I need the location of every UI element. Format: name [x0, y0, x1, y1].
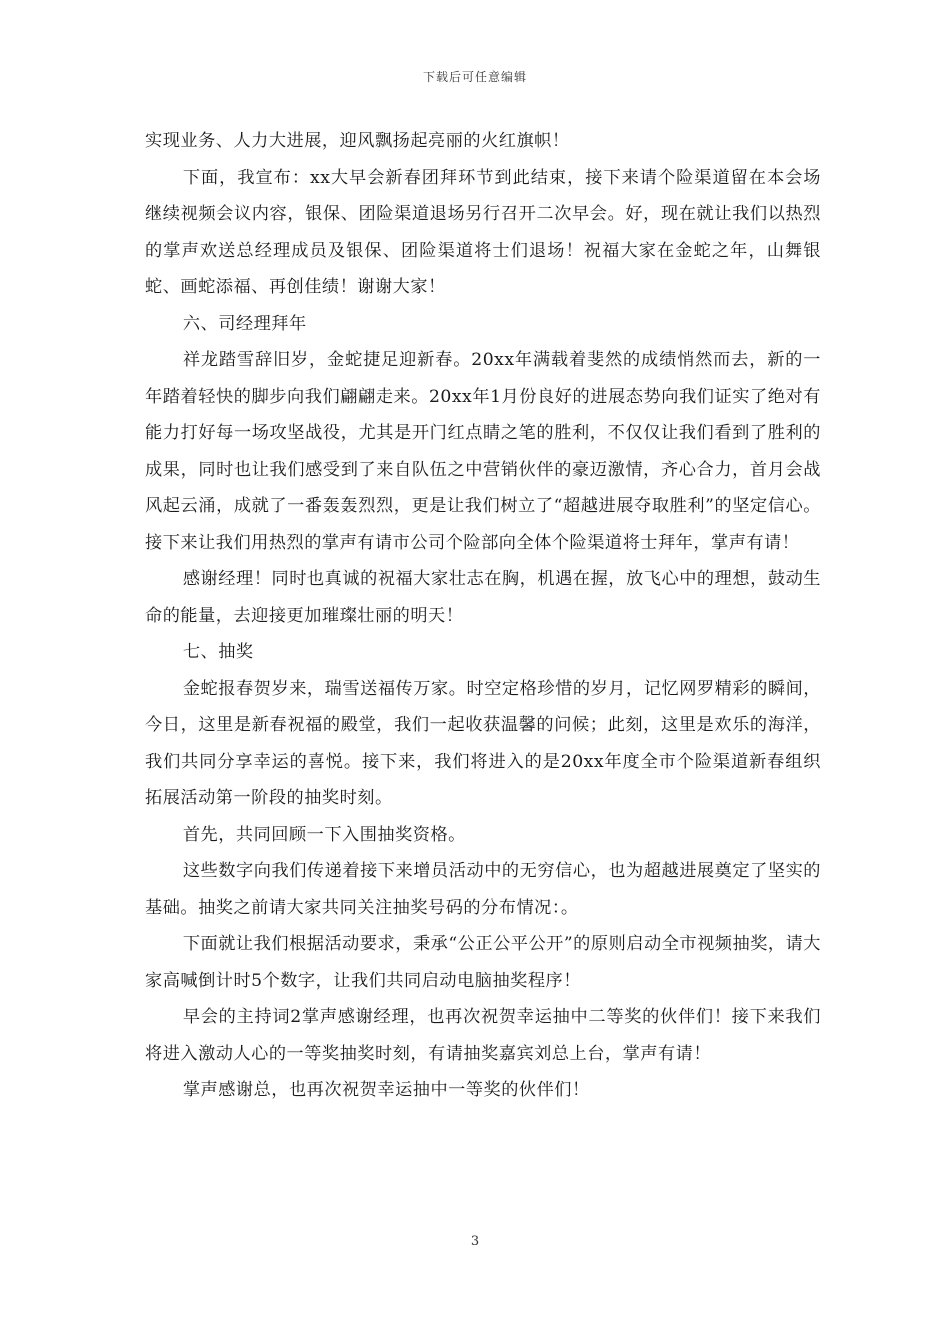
paragraph: 早会的主持词2掌声感谢经理，也再次祝贺幸运抽中二等奖的伙伴们！接下来我们将进入激动人心的一等奖抽奖时刻，有请抽奖嘉宾刘总上台，掌声有请！ — [145, 1007, 821, 1064]
section-heading: 七、抽奖 — [182, 642, 254, 662]
paragraph: 祥龙踏雪辞旧岁，金蛇捷足迎新春。20xx年满载着斐然的成绩悄然而去，新的一年踏着轻快的脚步向我们翩翩走来。20xx年1月份良好的进展态势向我们证实了绝对有能力打好每一场攻坚战役，尤其是开门红点睛之笔的胜利，不仅仅让我们看到了胜利的成果，同时也让我们感受到了来自队伍之中营销伙伴的豪迈激情，齐心合力，首月会战风起云涌，成就了一番轰轰烈烈，更是让我们树立了“超越进展夺取胜利”的坚定信心。接下来让我们用热烈的掌声有请市公司个险部向全体个险渠道将士拜年，掌声有请！ — [145, 350, 821, 553]
paragraph: 感谢经理！同时也真诚的祝福大家壮志在胸，机遇在握，放飞心中的理想，鼓动生命的能量，去迎接更加璀璨壮丽的明天！ — [145, 569, 821, 626]
section-heading: 六、司经理拜年 — [182, 313, 307, 334]
page-number: 3 — [470, 1234, 480, 1249]
document-body — [145, 123, 821, 1109]
paragraph: 首先，共同回顾一下入围抽奖资格。 — [182, 824, 466, 845]
paragraph: 下面，我宣布：xx大早会新春团拜环节到此结束，接下来请个险渠道留在本会场继续视频会议内容，银保、团险渠道退场另行召开二次早会。好，现在就让我们以热烈的掌声欢送总经理成员及银保、团险渠道将士们退场！祝福大家在金蛇之年，山舞银蛇、画蛇添福、再创佳绩！谢谢大家！ — [145, 167, 821, 297]
paragraph: 这些数字向我们传递着接下来增员活动中的无穷信心，也为超越进展奠定了坚实的基础。抽奖之前请大家共同关注抽奖号码的分布情况：。 — [145, 861, 821, 918]
page-header: 下载后可任意编辑 — [422, 70, 527, 84]
paragraph: 掌声感谢总，也再次祝贺幸运抽中一等奖的伙伴们！ — [182, 1080, 590, 1100]
paragraph: 下面就让我们根据活动要求，秉承“公正公平公开”的原则启动全市视频抽奖，请大家高喊倒计时5个数字，让我们共同启动电脑抽奖程序！ — [145, 934, 821, 991]
paragraph: 金蛇报春贺岁来，瑞雪送福传万家。时空定格珍惜的岁月，记忆网罗精彩的瞬间，今日，这里是新春祝福的殿堂，我们一起收获温馨的问候；此刻，这里是欢乐的海洋，我们共同分享幸运的喜悦。接下来，我们将进入的是20xx年度全市个险渠道新春组织拓展活动第一阶段的抽奖时刻。 — [145, 678, 821, 808]
paragraph: 实现业务、人力大进展，迎风飘扬起亮丽的火红旗帜！ — [145, 131, 570, 151]
